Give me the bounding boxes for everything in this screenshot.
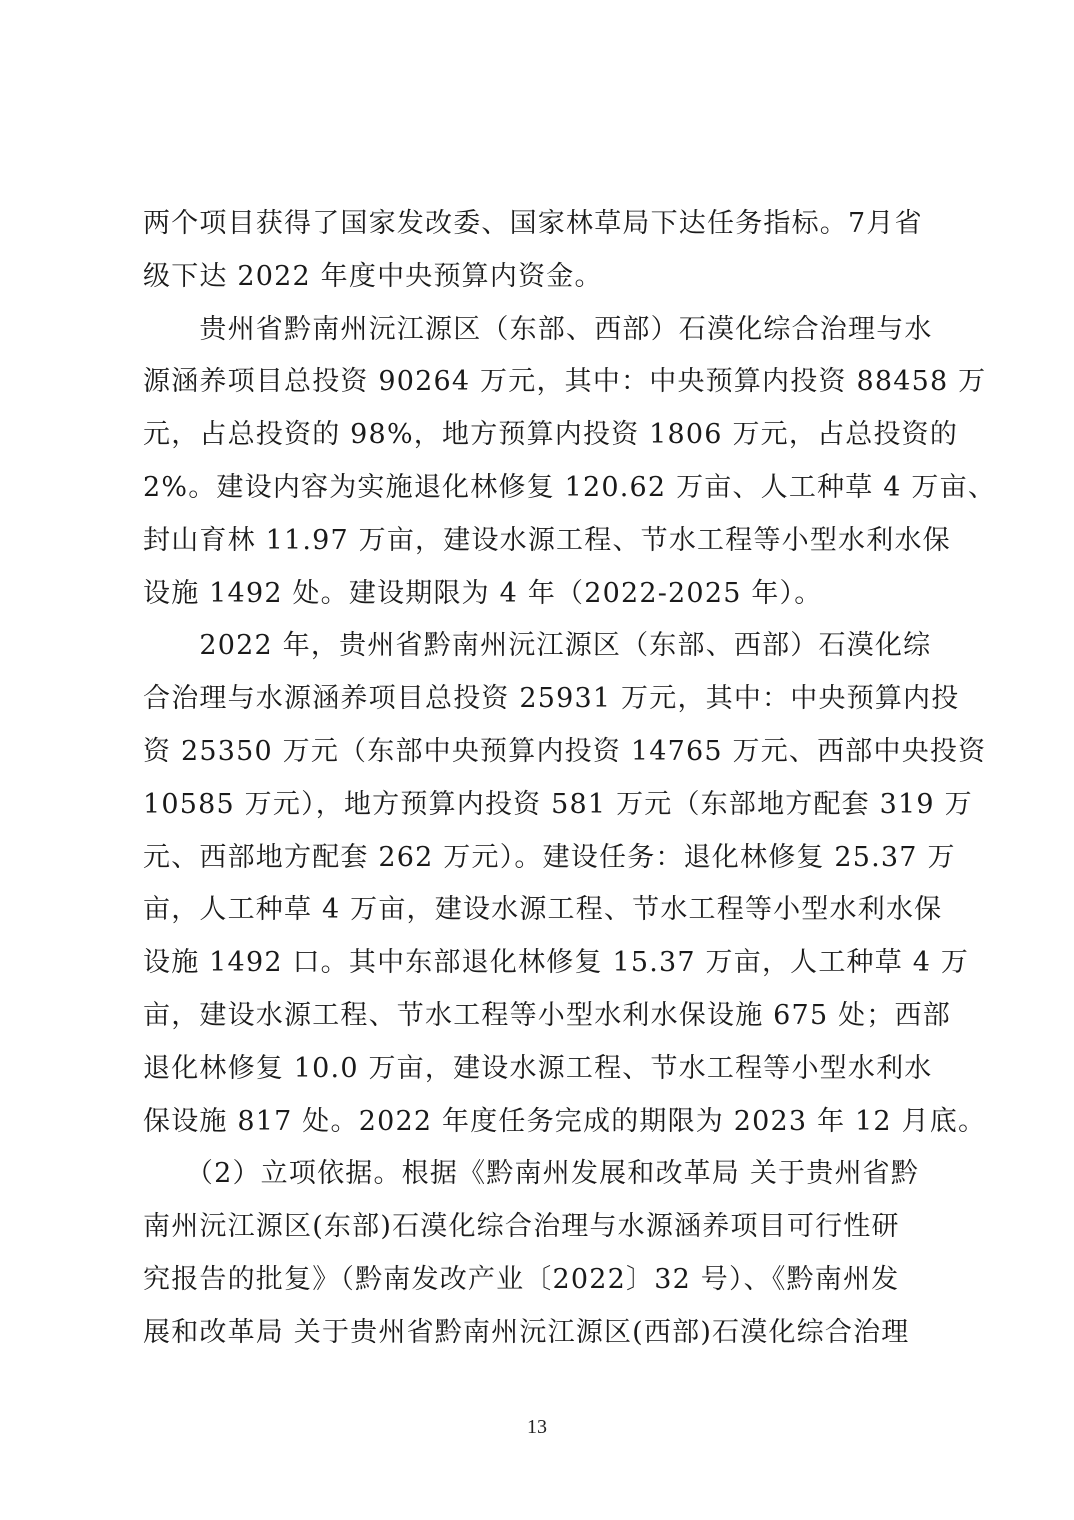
text-line: 10585 万元），地方预算内投资 581 万元（东部地方配套 319 万 <box>143 788 973 820</box>
text-line: 亩，建设水源工程、节水工程等小型水利水保设施 675 处；西部 <box>143 999 951 1031</box>
text-line: 南州沅江源区(东部)石漠化综合治理与水源涵养项目可行性研 <box>143 1211 900 1243</box>
text-line: 亩，人工种草 4 万亩，建设水源工程、节水工程等小型水利水保 <box>143 894 943 926</box>
text-line: 究报告的批复》（黔南发改产业〔2022〕32 号）、《黔南州发 <box>143 1263 900 1295</box>
text-line: 贵州省黔南州沅江源区（东部、西部）石漠化综合治理与水 <box>143 313 933 345</box>
text-line: 合治理与水源涵养项目总投资 25931 万元，其中：中央预算内投 <box>143 683 960 715</box>
text-line: 源涵养项目总投资 90264 万元，其中：中央预算内投资 88458 万 <box>143 366 987 398</box>
text-line: （2）立项依据。根据《黔南州发展和改革局 关于贵州省黔 <box>143 1158 920 1190</box>
text-line: 设施 1492 口。其中东部退化林修复 15.37 万亩，人工种草 4 万 <box>143 947 970 979</box>
text-line: 2022 年，贵州省黔南州沅江源区（东部、西部）石漠化综 <box>143 630 932 662</box>
body-text <box>143 198 997 1360</box>
text-line: 元、西部地方配套 262 万元）。建设任务：退化林修复 25.37 万 <box>143 841 956 873</box>
text-line: 封山育林 11.97 万亩，建设水源工程、节水工程等小型水利水保 <box>143 524 951 556</box>
text-line: 资 25350 万元（东部中央预算内投资 14765 万元、西部中央投资 <box>143 735 987 767</box>
text-line: 两个项目获得了国家发改委、国家林草局下达任务指标。7月省 <box>143 208 923 239</box>
text-line: 设施 1492 处。建设期限为 4 年（2022-2025 年）。 <box>143 577 823 609</box>
text-line: 保设施 817 处。2022 年度任务完成的期限为 2023 年 12 月底。 <box>143 1105 987 1137</box>
page-number: 13 <box>527 1416 547 1438</box>
text-line: 退化林修复 10.0 万亩，建设水源工程、节水工程等小型水利水 <box>143 1052 933 1084</box>
text-line: 展和改革局 关于贵州省黔南州沅江源区(西部)石漠化综合治理 <box>143 1316 910 1348</box>
text-line: 2%。建设内容为实施退化林修复 120.62 万亩、人工种草 4 万亩、 <box>143 471 997 503</box>
text-line: 级下达 2022 年度中央预算内资金。 <box>143 260 603 292</box>
text-line: 元，占总投资的 98%，地方预算内投资 1806 万元，占总投资的 <box>143 419 959 451</box>
